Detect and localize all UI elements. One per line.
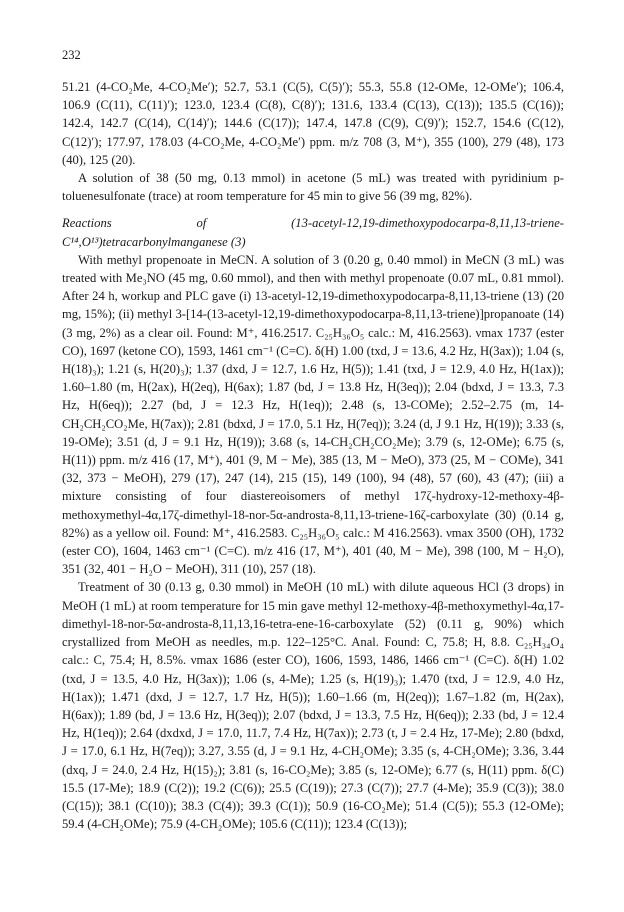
- article-body: [62, 78, 564, 833]
- deprotection-paragraph: A solution of 38 (50 mg, 0.13 mmol) in acetone (5 mL) was treated with pyridinium p-toluenesulfonate (trace) at room temperature for 45 min to give 56 (39 mg, 82%).: [62, 171, 564, 204]
- nmr-data-paragraph: 51.21 (4-CO₂Me, 4-CO₂Me′); 52.7, 53.1 (C(5), C(5)′); 55.3, 55.8 (12-OMe, 12-OMe′); 106.4, 106.9 (C(11), C(11)′); 123.0, 123.4 (C(8), C(8)′); 131.6, 133.4 (C(13), C(13)); 135.5 (C(16)); 142.4, 142.7 (C(14), C(14)′); 144.6 (C(17)); 147.4, 147.8 (C(9), C(9)′); 152.7, 154.6 (C(12), C(12)′); 177.97, 178.03 (4-CO₂Me, 4-CO₂Me′) ppm. m/z 708 (3, M⁺), 355 (100), 279 (48), 173 (40), 125 (20).: [62, 80, 564, 167]
- section-heading: Reactions of (13-acetyl-12,19-dimethoxypodocarpa-8,11,13-triene-C¹⁴,O¹³)tetracarbonylmanganese (3): [62, 216, 564, 249]
- propenoate-reaction-paragraph: With methyl propenoate in MeCN. A solution of 3 (0.20 g, 0.40 mmol) in MeCN (3 mL) was treated with Me₃NO (45 mg, 0.60 mmol), and then with methyl propenoate (0.07 mL, 0.81 mmol). After 24 h, workup and PLC gave (i) 13-acetyl-12,19-dimethoxypodocarpa-8,11,13-triene (13) (20 mg, 15%); (ii) methyl 3-[14-(13-acetyl-12,19-dimethoxypodocarpa-8,11,13-triene)]propanoate (14) (3 mg, 2%) as a clear oil. Found: M⁺, 416.2517. C₂₅H₃₆O₅ calc.: M, 416.2563). νmax 1737 (ester CO), 1697 (ketone CO), 1593, 1461 cm⁻¹ (C=C). δ(H) 1.00 (txd, J = 13.6, 4.2 Hz, H(3ax)); 1.04 (s, H(18)₃); 1.21 (s, H(20)₃); 1.37 (dxd, J = 12.7, 1.6 Hz, H(5)); 1.41 (txd, J = 12.9, 4.0 Hz, H(1ax)); 1.60–1.80 (m, H(2ax), H(2eq), H(6ax); 1.87 (bd, J = 13.8 Hz, H(3eq)); 2.04 (bdxd, J = 13.3, 7.3 Hz, H(6eq)); 2.27 (bd, J = 12.3 Hz, H(1eq)); 2.48 (s, 13-COMe); 2.52–2.75 (m, 14-CH₂CH₂CO₂Me, H(7ax)); 2.81 (bdxd, J = 17.0, 5.1 Hz, H(7eq)); 3.24 (d, J 9.1 Hz, H(19)); 3.33 (s, 19-OMe); 3.51 (d, J = 9.1 Hz, H(19)); 3.68 (s, 14-CH₂CH₂CO₂Me); 3.79 (s, 12-OMe); 6.75 (s, H(11)) ppm. m/z 416 (17, M⁺), 401 (9, M − Me), 385 (13, M − MeO), 373 (25, M − COMe), 341 (32, 373 − MeOH), 279 (17), 247 (14), 215 (15), 149 (100), 94 (48), 57 (60), 43 (47); (iii) a mixture consisting of four diastereoisomers of methyl 17ζ-hydroxy-12-methoxy-4β-methoxymethyl-4α,17ζ-dimethyl-18-nor-5α-androsta-8,11,13-triene-16ζ-carboxylate (30) (0.14 g, 82%) as a yellow oil. Found: M⁺, 416.2583. C₂₅H₃₆O₅ calc.: M 416.2563). νmax 3500 (OH), 1732 (ester CO), 1604, 1463 cm⁻¹ (C=C). m/z 416 (17, M⁺), 401 (40, M − Me), 398 (100, M − H₂O), 351 (32, 401 − H₂O − MeOH), 311 (10), 257 (18).: [62, 252, 564, 577]
- page-number: 232: [62, 48, 81, 62]
- hcl-treatment-paragraph: Treatment of 30 (0.13 g, 0.30 mmol) in MeOH (10 mL) with dilute aqueous HCl (3 drops) in MeOH (1 mL) at room temperature for 15 min gave methyl 12-methoxy-4β-methoxymethyl-4α,17-dimethyl-18-nor-5α-androsta-8,11,13,16-tetra-ene-16-carboxylate (52) (0.11 g, 90%) which crystallized from MeOH as needles, m.p. 122–125°C. Anal. Found: C, 75.8; H, 8.8. C₂₅H₃₄O₄ calc.: C, 75.4; H, 8.5%. νmax 1686 (ester CO), 1606, 1593, 1486, 1466 cm⁻¹ (C=C). δ(H) 1.02 (txd, J = 13.5, 4.0 Hz, H(3ax)); 1.06 (s, 4-Me); 1.25 (s, H(19)₃); 1.470 (txd, J = 12.9, 4.0 Hz, H(1ax)); 1.471 (dxd, J = 12.7, 1.7 Hz, H(5)); 1.60–1.66 (m, H(2eq)); 1.67–1.82 (m, H(2ax), H(6ax)); 1.89 (bd, J = 13.6 Hz, H(3eq)); 2.07 (bdxd, J = 13.3, 7.5 Hz, H(6eq)); 2.33 (bd, J = 12.4 Hz, H(1eq)); 2.64 (dxdxd, J = 17.0, 11.7, 7.4 Hz, H(7ax)); 2.73 (t, J = 2.4 Hz, 17-Me); 2.80 (bdxd, J = 17.0, 6.1 Hz, H(7eq)); 3.27, 3.55 (d, J = 9.1 Hz, 4-CH₂OMe); 3.35 (s, 4-CH₂OMe); 3.36, 3.44 (dxq, J = 24.0, 2.4 Hz, H(15)₂); 3.81 (s, 16-CO₂Me); 3.85 (s, 12-OMe); 6.77 (s, H(11) ppm. δ(C) 15.5 (17-Me); 18.9 (C(2)); 19.2 (C(6)); 25.5 (C(19)); 27.3 (C(7)); 27.7 (4-Me); 35.9 (C(3)); 38.0 (C(15)); 38.1 (C(10)); 38.3 (C(4)); 39.3 (C(1)); 50.9 (16-CO₂Me); 51.4 (C(5)); 55.3 (12-OMe); 59.4 (4-CH₂OMe); 75.9 (4-CH₂OMe); 105.6 (C(11)); 123.4 (C(13));: [62, 580, 564, 832]
